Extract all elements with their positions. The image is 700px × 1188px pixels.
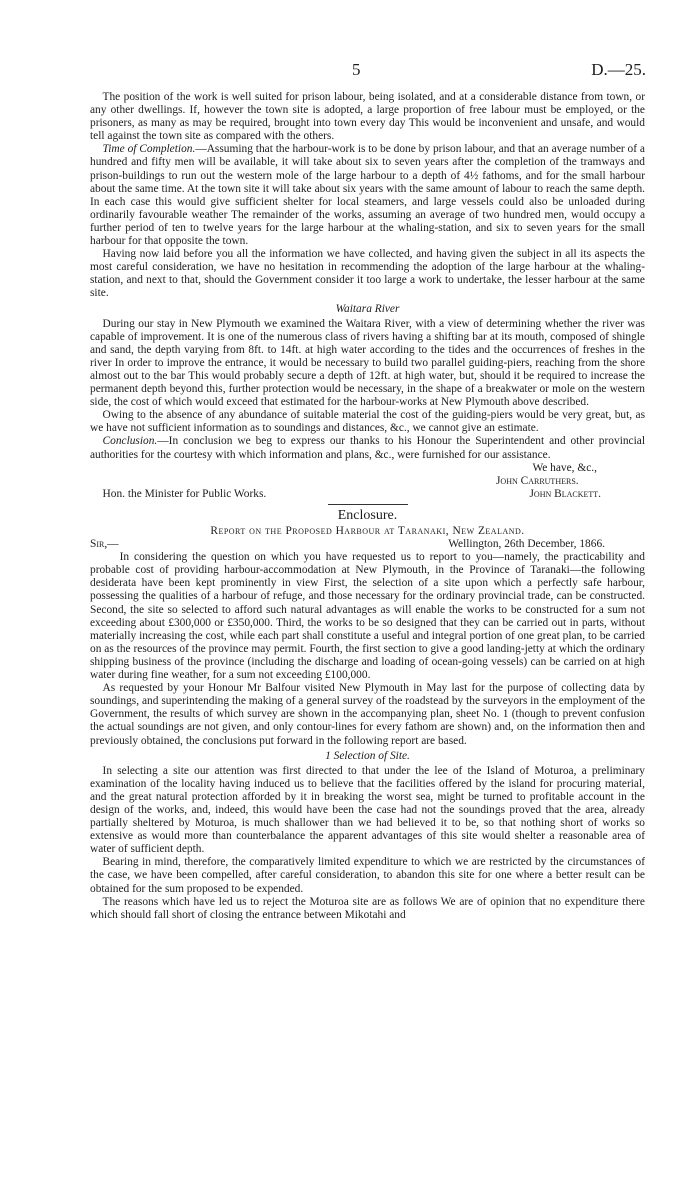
section-heading-selection: 1 Selection of Site. — [325, 749, 410, 762]
paragraph-text: —Assuming that the harbour-work is to be done by prison labour, and that an average number of a hundred and fifty men will be available, it will take about six to seven years after the completion of the tramways and prison-buildings to run out the western mole of the large harbour to a depth of 4½ fathoms, and for the small harbour about the same time. At the town site it will take about six years with the same amount of labour to reach the same depth. In each case this would give sufficient shelter for local steamers, and large vessels could also be unloaded during ordinarily favourable weather The remainder of the works, assuming an average of two hundred men, would occupy a further period of ten to twelve years for the large harbour at the whaling-station, and six to seven years for the small harbour for that opposite the town. — [90, 143, 645, 248]
dateline: Wellington, 26th December, 1866. — [448, 538, 605, 551]
paragraph-guiding-piers: Owing to the absence of any abundance of suitable material the cost of the guiding-piers would be very great, but, as we have not sufficient information as to soundings and distances, &c., we cannot give an estimate. — [90, 409, 645, 435]
paragraph-time-of-completion — [90, 143, 645, 248]
paragraph-desiderata: In considering the question on which you have requested us to report to you—namely, the practicability and probable cost of providing harbour-accommodation at New Plymouth, in the Province of Taranaki—the following desiderata have been kept prominently in view First, the selection of a site upon which a perfectly safe harbour, possessing the qualities of a harbour of refuge, and those necessary for the ordinary provincial trade, can be constructed. Second, the site so selected to afford such natural advantages as will enable the works to be constructed for a sum not exceeding about £300,000 or £350,000. Third, the works to be so designed that they can be carried out in parts, without materially increasing the cost, while each part shall constitute a useful and integral portion of one great plan, to be carried on as the resources of the province may permit. Fourth, the first section to give a good landing-jetty at which the ordinary shipping business of the province (including the discharge and loading of ocean-going vessels) can be carried on at high water during fine weather, for a sum not exceeding £100,000. — [90, 551, 645, 682]
divider — [328, 504, 408, 505]
paragraph-text: —In conclusion we beg to express our thanks to his Honour the Superintendent and other provincial authorities for the courtesy with which information and plans, &c., were furnished for our assistance. — [90, 435, 645, 461]
signature-row — [90, 488, 645, 501]
salutation-row — [90, 538, 645, 551]
paragraph-prison-labour: The position of the work is well suited for prison labour, being isolated, and at a considerable distance from town, or any other dwellings. If, however the town site is adopted, a large proportion of free labour must be employed, or the prisoners, as many as may be required, brought into town every day This would be inconvenient and unsafe, and would tell against the town site as compared with the others. — [90, 91, 645, 143]
signature-carruthers: John Carruthers. — [496, 474, 579, 487]
run-in-heading: Time of Completion. — [102, 143, 196, 156]
paragraph-moturoa: In selecting a site our attention was first directed to that under the lee of the Island of Moturoa, a preliminary examination of the locality having induced us to believe that the facilities offered by the island for procuring material, and the great natural protection afforded by it in breaking the worst sea, might be turned to profitable account in the design of the works, and, indeed, this would have been the case had not the soundings proved that the area, already partially sheltered by Moturoa, is much shallower than we had believed it to be, so that nothing short of works so extensive as would more than counterbalance the apparent advantages of this site would shelter a reasonable area of water of sufficient depth. — [90, 764, 645, 856]
page-number: 5 — [352, 60, 361, 79]
document-body — [90, 91, 645, 922]
salutation: Sir,— — [90, 538, 119, 551]
paragraph-expenditure: Bearing in mind, therefore, the comparatively limited expenditure to which we are restricted by the circumstances of the case, we have been compelled, after careful consideration, to abandon this site for one where a better result can be obtained for the sum proposed to be expended. — [90, 856, 645, 895]
paragraph-waitara-river: During our stay in New Plymouth we examined the Waitara River, with a view of determining whether the river was capable of improvement. It is one of the numerous class of rivers having a shifting bar at its mouth, composed of shingle and sand, the depth varying from 8ft. to 14ft. at high water according to the tides and the occurrences of freshes in the river In order to improve the entrance, it would be necessary to build two parallel guiding-piers, reaching from the shore almost out to the bar This would probably secure a depth of 12ft. at high water, but, should it be required to increase the permanent depth beyond this, further protection would be necessary, in the shape of a breakwater or mole on the western side, the cost of which would exceed that estimated for the harbour-works at New Plymouth above described. — [90, 317, 645, 409]
paragraph-reasons: The reasons which have led us to reject the Moturoa site are as follows We are of opinion that no expenditure there which should fall short of closing the entrance between Mikotahi and — [90, 895, 645, 921]
report-title: Report on the Proposed Harbour at Taranaki, New Zealand. — [210, 525, 525, 537]
paragraph-conclusion — [90, 435, 645, 461]
paragraph-recommendation: Having now laid before you all the information we have collected, and having given the subject in all its aspects the most careful consideration, we have no hesitation in recommending the adoption of the large harbour at the whaling-station, and next to that, should the Government consider it too large a work to undertake, the lesser harbour at the same site. — [90, 248, 645, 300]
paragraph-survey: As requested by your Honour Mr Balfour visited New Plymouth in May last for the purpose of collecting data by soundings, and superintending the making of a general survey of the roadstead by the surveyors in the employment of the Government, the results of which survey are shown in the accompanying plan, sheet No. 1 (though to prevent confusion the actual soundings are not given, and only contour-lines for every fathom are shown) and, on the information then and previously obtained, the conclusions put forward in the following report are based. — [90, 682, 645, 747]
signature-blackett: John Blackett. — [529, 487, 601, 500]
addressee: Hon. the Minister for Public Works. — [102, 487, 267, 500]
enclosure-title: Enclosure. — [337, 507, 398, 523]
document-reference: D.—25. — [591, 60, 646, 79]
valediction: We have, &c., — [532, 461, 597, 474]
run-in-heading: Conclusion. — [102, 435, 158, 448]
section-heading-waitara: Waitara River — [335, 302, 400, 315]
